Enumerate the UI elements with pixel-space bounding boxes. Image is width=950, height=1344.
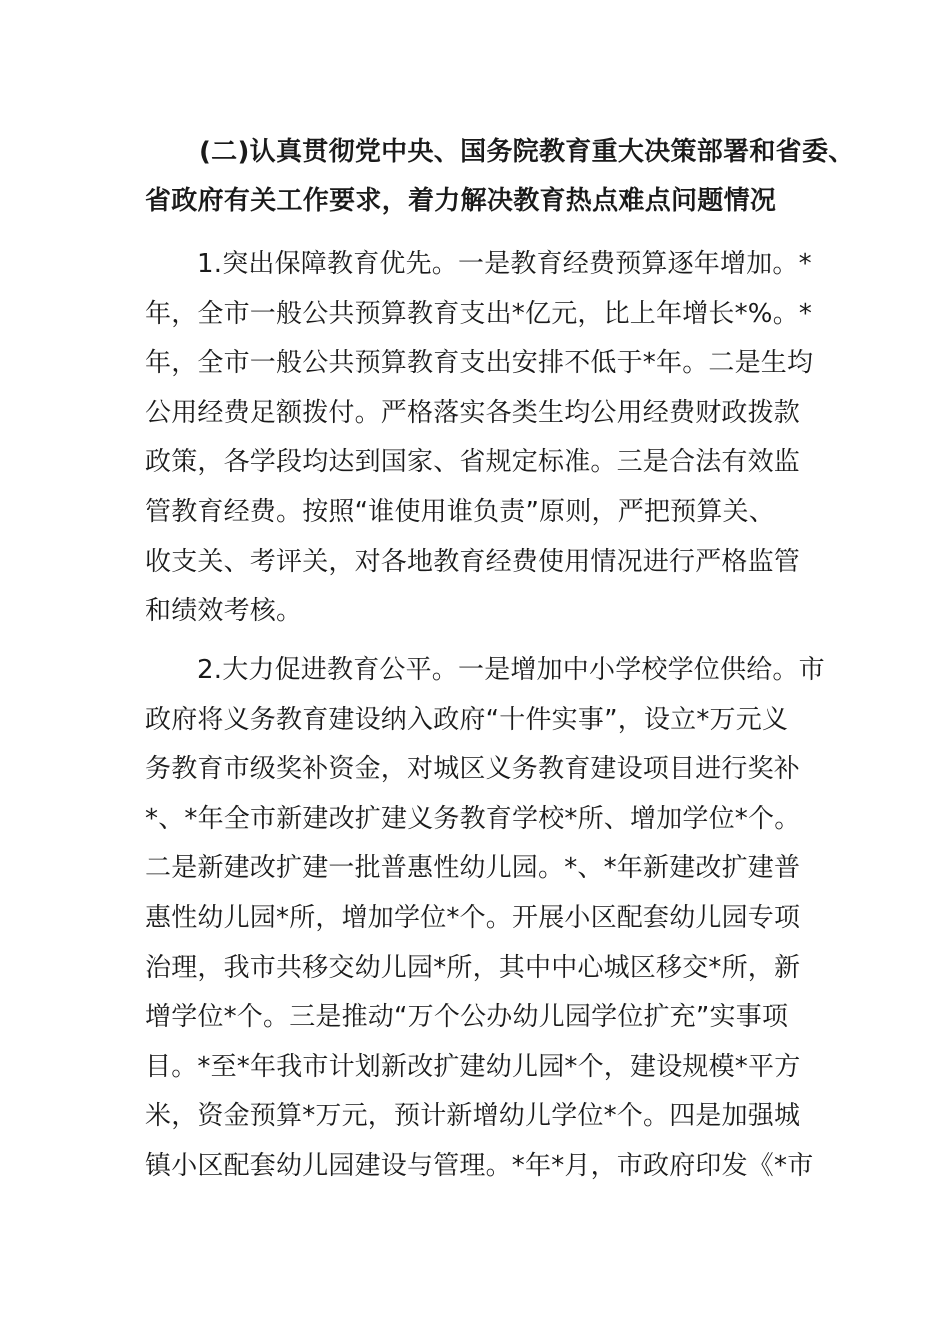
paragraph-line: 增学位*个。三是推动“万个公办幼儿园学位扩充”实事项 — [145, 1002, 789, 1033]
paragraph-line: 二是新建改扩建一批普惠性幼儿园。*、*年新建改扩建普 — [145, 853, 801, 884]
paragraph-line: 年，全市一般公共预算教育支出安排不低于*年。二是生均 — [145, 348, 814, 379]
section-heading — [145, 128, 855, 226]
heading-line: (二)认真贯彻党中央、国务院教育重大决策部署和省委、 — [199, 137, 855, 167]
paragraph-line: 公用经费足额拨付。严格落实各类生均公用经费财政拨款 — [145, 397, 801, 428]
paragraph-line: 务教育市级奖补资金，对城区义务教育建设项目进行奖补 — [145, 754, 801, 785]
paragraph-line: 1.突出保障教育优先。一是教育经费预算逐年增加。* — [197, 249, 812, 279]
paragraph-line: 镇小区配套幼儿园建设与管理。*年*月，市政府印发《*市 — [145, 1150, 814, 1181]
paragraph-education-equity — [145, 646, 835, 1192]
paragraph-education-priority — [145, 240, 835, 637]
paragraph-line: 政策，各学段均达到国家、省规定标准。三是合法有效监 — [145, 447, 801, 478]
paragraph-line: 2.大力促进教育公平。一是增加中小学校学位供给。市 — [197, 655, 825, 685]
paragraph-line: 和绩效考核。 — [145, 596, 303, 627]
paragraph-line: 年，全市一般公共预算教育支出*亿元，比上年增长*%。* — [145, 298, 813, 329]
paragraph-line: 管教育经费。按照“谁使用谁负责”原则，严把预算关、 — [145, 496, 775, 527]
heading-line: 省政府有关工作要求，着力解决教育热点难点问题情况 — [145, 186, 777, 216]
paragraph-line: *、*年全市新建改扩建义务教育学校*所、增加学位*个。 — [145, 803, 801, 834]
paragraph-line: 政府将义务教育建设纳入政府“十件实事”，设立*万元义 — [145, 704, 789, 735]
paragraph-line: 收支关、考评关，对各地教育经费使用情况进行严格监管 — [145, 546, 801, 577]
paragraph-line: 惠性幼儿园*所，增加学位*个。开展小区配套幼儿园专项 — [145, 902, 801, 933]
paragraph-line: 治理，我市共移交幼儿园*所，其中中心城区移交*所，新 — [145, 952, 801, 983]
paragraph-line: 目。*至*年我市计划新改扩建幼儿园*个，建设规模*平方 — [145, 1051, 801, 1082]
paragraph-line: 米，资金预算*万元，预计新增幼儿学位*个。四是加强城 — [145, 1101, 801, 1132]
